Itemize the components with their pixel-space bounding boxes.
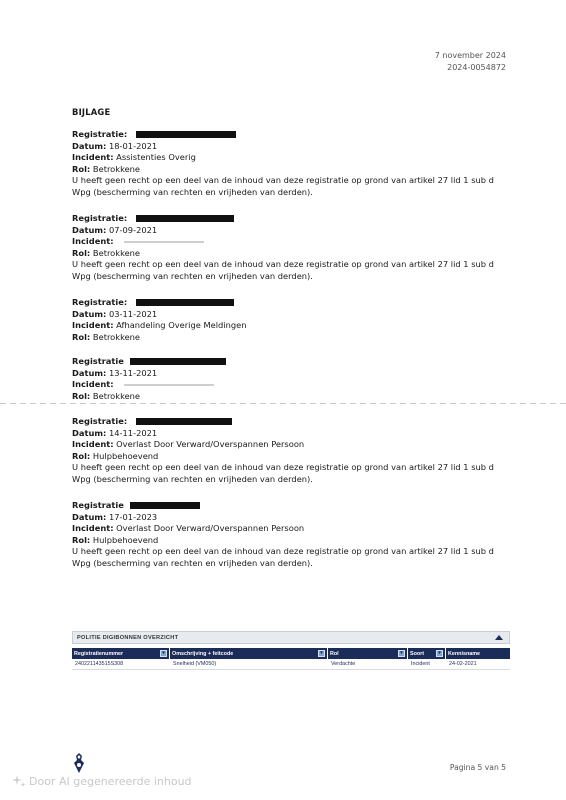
page-number: Pagina 5 van 5 [449,763,506,772]
section-title: BIJLAGE [72,107,111,117]
filter-icon[interactable]: ▾ [436,650,443,657]
redaction-bar [130,358,226,365]
digibonnen-panel [72,631,510,670]
rol-label: Rol: [72,163,91,174]
column-header-omschrijving[interactable]: Omschrijving + feitcode ▾ [170,648,328,659]
datum-value: 17-01-2023 [108,511,158,522]
cell-kennisname: 24-02-2021 [449,661,477,667]
privacy-notice: U heeft geen recht op een deel van de inhoud van deze registratie op grond van artikel 27 lid 1 sub d Wpg (bescherming van rechten en vrijheden van derden). [72,175,494,197]
rol-label: Rol: [72,247,91,258]
registration-entry [72,356,512,402]
cell-soort: Incident [411,661,430,667]
rol-value: Betrokkene [92,390,141,401]
redaction-bar [136,131,236,138]
rol-value: Betrokkene [92,247,141,258]
datum-value: 07-09-2021 [108,224,158,235]
rol-label: Rol: [72,534,91,545]
incident-value: Assistenties Overig [116,152,196,163]
filter-icon[interactable]: ▾ [160,650,167,657]
incident-label: Incident: [72,152,114,163]
incident-label: Incident: [72,320,114,331]
collapse-arrow-icon[interactable] [495,635,503,640]
registration-entry [72,500,512,570]
registratie-label: Registratie [72,356,124,366]
cell-rol: Verdachte [331,661,356,667]
table-row[interactable] [72,659,510,670]
registratie-label: Registratie [72,416,124,426]
datum-label: Datum: [72,224,107,235]
document-header-meta [435,50,506,74]
incident-value: Afhandeling Overige Meldingen [116,320,247,331]
column-header-rol[interactable]: Rol ▾ [328,648,408,659]
incident-label: Incident: [72,523,114,534]
rol-value: Betrokkene [92,163,141,174]
scan-fold-line [0,403,566,404]
panel-title: POLITIE DIGIBONNEN OVERZICHT [77,634,179,641]
datum-value: 18-01-2021 [108,140,158,151]
privacy-notice: U heeft geen recht op een deel van de inhoud van deze registratie op grond van artikel 27 lid 1 sub d Wpg (bescherming van rechten en vrijheden van derden). [72,462,494,484]
sparkle-icon [12,774,26,788]
ai-watermark [12,774,192,788]
redaction-bar [130,502,200,509]
incident-value: Overlast Door Verward/Overspannen Persoon [116,523,305,534]
datum-value: 14-11-2021 [108,427,158,438]
datum-label: Datum: [72,308,107,319]
redaction-bar [136,418,232,425]
document-date: 7 november 2024 [434,51,506,60]
rol-value: Hulpbehoevend [92,450,159,461]
registratie-label: Registratie [72,297,124,307]
privacy-notice: U heeft geen recht op een deel van de inhoud van deze registratie op grond van artikel 27 lid 1 sub d Wpg (bescherming van rechten en vrijheden van derden). [72,259,494,281]
incident-label: Incident: [72,236,114,247]
privacy-notice: U heeft geen recht op een deel van de inhoud van deze registratie op grond van artikel 27 lid 1 sub d Wpg (bescherming van rechten en vrijheden van derden). [72,546,494,568]
rol-value: Hulpbehoevend [92,534,159,545]
filter-icon[interactable]: ▾ [318,650,325,657]
column-header-kennisname[interactable]: Kennisname [448,650,481,657]
redaction-bar [136,299,234,306]
column-header-registratienummer[interactable]: Registratienummer ▾ [72,648,170,659]
registration-entry: Registratie: Datum: 14-11-2021 Incident: Overlast Door Verward/Overspannen Persoon Rol: Hulpbehoevend U heeft geen recht op een deel van de inhoud van deze registratie op grond van artikel 27 lid 1 sub d Wpg (bescherming van rechten en vrijheden van derden). [72,416,512,486]
incident-value: Overlast Door Verward/Overspannen Persoon [116,439,305,450]
redaction-bar [136,215,234,222]
registratie-label: Registratie [72,500,124,510]
datum-label: Datum: [72,427,107,438]
faded-redaction [124,384,214,386]
faded-redaction [124,241,204,243]
registration-entry: Registratie: Datum: 18-01-2021 Incident: Assistenties Overig Rol: Betrokkene U heeft geen recht op een deel van de inhoud van deze registratie op grond van artikel 27 lid 1 sub d Wpg (bescherming van rechten en vrijheden van derden). [72,129,512,199]
datum-label: Datum: [72,140,107,151]
registratie-label: Registratie [72,213,124,223]
rol-value: Betrokkene [92,331,141,342]
datum-label: Datum: [72,511,107,522]
panel-header[interactable] [72,631,510,644]
politie-logo-icon [72,752,86,774]
rol-label: Rol: [72,450,91,461]
watermark-text: Door AI gegenereerde inhoud [29,774,192,788]
filter-icon[interactable]: ▾ [398,650,405,657]
registration-entry: Registratie: Datum: 07-09-2021 Incident: Rol: Betrokkene U heeft geen recht op een deel van de inhoud van deze registratie op grond van artikel 27 lid 1 sub d Wpg (bescherming van rechten en vrijheden van derden). [72,213,512,283]
column-header-soort[interactable]: Soort ▾ [408,648,446,659]
cell-registratienummer: 240221143515S308 [75,661,124,667]
rol-label: Rol: [72,331,91,342]
document-reference: 2024-0054872 [447,63,506,72]
registration-entry: Registratie: Datum: 03-11-2021 Incident: Afhandeling Overige Meldingen Rol: Betrokkene [72,297,247,342]
registratie-label: Registratie [72,129,124,139]
datum-label: Datum: [72,367,107,378]
datum-value: 03-11-2021 [108,308,158,319]
rol-label: Rol: [72,390,91,401]
datum-value: 13-11-2021 [108,367,158,378]
cell-omschrijving: Snelheid (VM050) [173,661,217,667]
incident-label: Incident: [72,379,114,390]
incident-label: Incident: [72,439,114,450]
table-header-row [72,648,510,659]
